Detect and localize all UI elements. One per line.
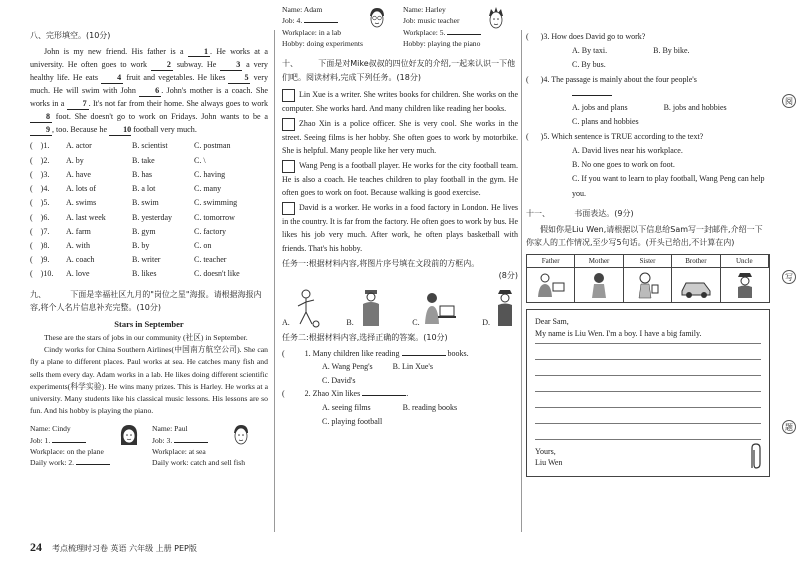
answer-paren[interactable]: ( )9.: [30, 255, 50, 265]
writing-line-1[interactable]: My name is Liu Wen. I'm a boy. I have a big family.: [535, 328, 761, 344]
football-player-icon: [292, 288, 320, 328]
option-row: ( )8. A. with B. by C. on: [30, 239, 268, 253]
letter-signature: Liu Wen: [535, 458, 563, 468]
option-row: ( )1. A. actor B. scientist C. postman: [30, 139, 268, 153]
left-column: [30, 28, 268, 469]
answer-paren[interactable]: ( )7.: [30, 226, 50, 236]
option-row: ( )6. A. last week B. yesterday C. tomorrow: [30, 211, 268, 225]
option-row: ( )9. A. coach B. writer C. teacher: [30, 253, 268, 267]
passage-zhao-xin: Zhao Xin is a police officer. She is very cool. She works in the street. Seeing films is her hobby. She often goes to work by motorbike. She is helpful. Many people like her very much.: [282, 119, 518, 155]
poster-intro: These are the stars of jobs in our community (社区) in September.: [44, 333, 248, 343]
column-divider: [274, 30, 275, 532]
task-2: 任务二:根据材料内容,选择正确的答案。(10分): [282, 333, 448, 343]
letter-box: [526, 309, 770, 477]
answer-box[interactable]: [282, 160, 295, 173]
page-footer: [30, 539, 197, 556]
picture-a: A.: [282, 288, 320, 328]
option-row: ( )10. A. love B. likes C. doesn't like: [30, 267, 268, 281]
answer-blank[interactable]: [52, 442, 86, 443]
passage-lin-xue: Lin Xue is a writer. She writes books for children. She works on the computer. She works hard. And many children like reading her books.: [282, 90, 518, 113]
side-tag-question: 题: [782, 420, 796, 434]
answer-paren[interactable]: ( )8.: [30, 241, 50, 250]
task-1: 任务一:根据材料内容,将图片序号填在文段前的方框内。 (8分): [282, 258, 518, 280]
man-glasses-face-icon: [366, 6, 388, 32]
sister-icon: [634, 271, 660, 299]
writing-line[interactable]: [535, 376, 761, 392]
poster-title: Stars in September: [114, 318, 184, 329]
section-9-title: 九、 下面是幸福社区九月的"岗位之星"海报。请根据海报内容,将个人名片信息补充完整。(10分): [30, 289, 262, 312]
option-row: ( )7. A. farm B. gym C. factory: [30, 225, 268, 239]
cloze-options: [30, 139, 268, 281]
middle-column: [282, 4, 518, 428]
footer-text: 考点梳理时习卷 英语 六年级 上册 PEP版: [52, 543, 197, 553]
answer-paren[interactable]: ( )4.: [30, 184, 50, 194]
picture-options: [282, 284, 518, 328]
man-face-icon: [230, 423, 252, 449]
passage-wang-peng: Wang Peng is a football player. He works for the city football team. He is also a coach. He teaches children to play football in the gym. He often goes to work on foot. Because walking is good exercise.: [282, 161, 518, 198]
name-cards-continued: [282, 4, 518, 50]
picture-c: C.: [412, 288, 455, 328]
paperclip-icon: [747, 442, 765, 472]
side-tag-writing: 写: [782, 270, 796, 284]
side-tag-reading: 阅: [782, 94, 796, 108]
writing-line[interactable]: [535, 408, 761, 424]
factory-worker-icon: [356, 288, 386, 328]
right-column: [526, 30, 770, 477]
name-cards: [30, 423, 268, 469]
writing-line[interactable]: [535, 424, 761, 440]
card-adam: Name: Adam Job: 4. Workplace: in a lab Hobby: doing experiments: [282, 4, 397, 50]
page-number: 24: [30, 539, 42, 554]
answer-paren[interactable]: ( )3.: [30, 169, 50, 179]
police-officer-icon: [492, 288, 518, 328]
section-8-title: 八、完形填空。(10分): [30, 31, 111, 40]
cloze-passage: John is my new friend. His father is a 1 . He works at a university. He often goes to work 2 subway. He 3 a very healthy life. He eats 4 fruit and vegetables. He likes 5 very much. He will swim with John 6 . John's mother is a coach. She works in a 7 . It's not far from their home. She always goes to work 8 foot. She doesn't go to work on Fridays. John wants to be a 9 , too. Because he 10 football very much.: [30, 46, 269, 135]
letter-greeting: Dear Sam,: [535, 317, 569, 327]
task2-questions-continued: ( )3. How does David go to work? A. By taxi. B. By bike. C. By bus. ( )4. The passage is mainly about the four people's A. jobs and plans B. jobs and hobbies C. plans and hobbies ( )5. Which sentence is TRUE according to the text? A. David lives near his workplace. B. No one goes to work on foot. C. If you want to learn to play football, Wang Peng can help you.: [526, 32, 765, 198]
column-divider: [521, 30, 522, 532]
card-cindy: Name: Cindy Job: 1. Workplace: on the plane Daily work: 2.: [30, 423, 146, 469]
option-row: ( )4. A. lots of B. a lot C. many: [30, 182, 268, 196]
letter-closing: Yours,: [535, 446, 556, 456]
answer-box[interactable]: [282, 202, 295, 215]
answer-paren[interactable]: ( )6.: [30, 212, 50, 222]
answer-blank[interactable]: [304, 22, 338, 23]
task2-questions: ( 1. Many children like reading books. A. Wang Peng's B. Lin Xue's C. David's ( 2. Zhao Xin likes . A. seeing films B. reading books C. playing football: [282, 348, 469, 426]
option-row: ( )5. A. swims B. swim C. swimming: [30, 196, 268, 210]
father-computer-icon: [536, 271, 566, 299]
answer-paren[interactable]: ( )5.: [30, 198, 50, 208]
option-row: ( )2. A. by B. take C. \: [30, 154, 268, 168]
woman-face-icon: [118, 423, 140, 449]
uncle-icon: [734, 271, 756, 299]
writing-line[interactable]: [535, 344, 761, 360]
picture-b: B.: [346, 288, 385, 328]
writer-computer-icon: [422, 288, 456, 328]
answer-paren[interactable]: ( )10.: [30, 269, 54, 279]
answer-box[interactable]: [282, 89, 295, 102]
answer-paren[interactable]: ( )1.: [30, 141, 50, 151]
answer-blank[interactable]: [76, 464, 110, 465]
family-job-table: Father Mother Sister Brother Uncle: [526, 254, 770, 303]
option-row: ( )3. A. have B. has C. having: [30, 168, 268, 182]
writing-line[interactable]: [535, 392, 761, 408]
answer-blank[interactable]: [447, 34, 481, 35]
poster-body: Cindy works for China Southern Airlines(中国南方航空公司). She can fly a plane to different places. Paul works at sea. He catches many fish and sells them every day. Adam works in a lab. He likes doing different scientific experiments(科学实验). He wins many prizes. This is Harley. He works at a university. Many students like his classical music lessons. His lessons are so fun. And his hobby is playing the piano.: [30, 345, 268, 416]
card-harley: Name: Harley Job: music teacher Workplace: 5. Hobby: playing the piano: [403, 4, 518, 50]
passage-david: David is a worker. He works in a food factory in London. He lives in the country. It is far from the factory. He often goes to work by bus. He likes his job very much. After work, he often plays basketball with friends. That's his hobby.: [282, 203, 519, 253]
man-spiky-face-icon: [485, 6, 507, 32]
writing-line[interactable]: [535, 360, 761, 376]
writing-instructions: 假如你是Liu Wen,请根据以下信息给Sam写一封邮件,介绍一下你家人的工作情况,至少写5句话。(开头已给出,不计算在内): [526, 224, 763, 248]
section-11-title: 十一、 书面表达。(9分): [526, 208, 634, 218]
answer-blank[interactable]: [174, 442, 208, 443]
picture-d: D.: [482, 288, 518, 328]
answer-box[interactable]: [282, 118, 295, 131]
card-paul: Name: Paul Job: 3. Workplace: at sea Daily work: catch and sell fish: [152, 423, 268, 469]
section-10-title: 十、 下面是对Mike叔叔的四位好友的介绍,一起来认识一下他们吧。阅读材料,完成下列任务。(18分): [282, 58, 516, 83]
mother-icon: [588, 271, 610, 299]
answer-paren[interactable]: ( )2.: [30, 155, 50, 165]
brother-car-icon: [680, 271, 712, 299]
